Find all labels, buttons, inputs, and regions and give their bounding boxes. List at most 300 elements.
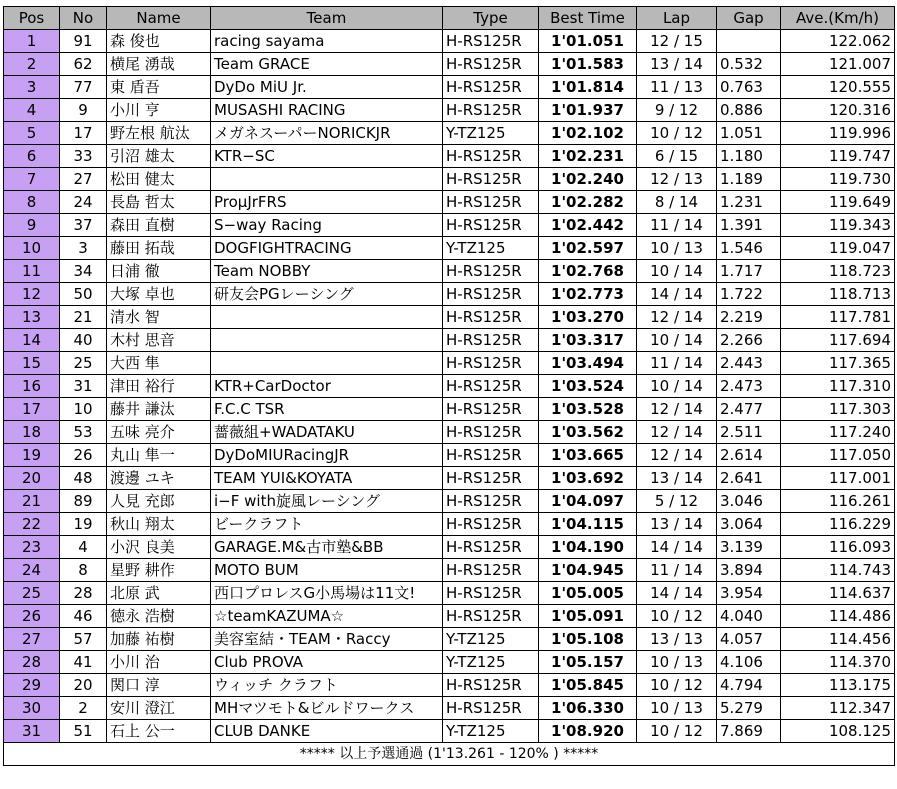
table-footer (4, 743, 895, 766)
cell-rider-name: 小川 治 (107, 651, 211, 674)
cell-no: 20 (60, 674, 107, 697)
cell-pos: 22 (4, 513, 60, 536)
cell-best-time: 1'02.773 (539, 283, 637, 306)
cell-no: 25 (60, 352, 107, 375)
cell-lap: 11 / 14 (637, 559, 717, 582)
table-row (4, 697, 895, 720)
cell-best-time: 1'01.814 (539, 76, 637, 99)
cell-no: 33 (60, 145, 107, 168)
cell-pos: 10 (4, 237, 60, 260)
cell-no: 21 (60, 306, 107, 329)
cell-machine-type: H-RS125R (443, 30, 539, 53)
table-row (4, 214, 895, 237)
cell-lap: 11 / 14 (637, 214, 717, 237)
cell-pos: 8 (4, 191, 60, 214)
cell-best-time: 1'02.442 (539, 214, 637, 237)
cell-pos: 15 (4, 352, 60, 375)
results-table (3, 6, 895, 766)
cell-team: KTR+CarDoctor (211, 375, 443, 398)
cell-rider-name: 引沼 雄太 (107, 145, 211, 168)
cell-pos: 31 (4, 720, 60, 743)
cell-machine-type: H-RS125R (443, 697, 539, 720)
cell-lap: 8 / 14 (637, 191, 717, 214)
cell-machine-type: H-RS125R (443, 191, 539, 214)
cell-lap: 14 / 14 (637, 536, 717, 559)
cell-rider-name: 安川 澄江 (107, 697, 211, 720)
cell-ave-speed: 114.637 (781, 582, 895, 605)
cell-best-time: 1'05.845 (539, 674, 637, 697)
cell-lap: 13 / 14 (637, 467, 717, 490)
cell-rider-name: 人見 充郎 (107, 490, 211, 513)
cell-ave-speed: 114.370 (781, 651, 895, 674)
cell-best-time: 1'03.270 (539, 306, 637, 329)
table-row (4, 306, 895, 329)
cell-no: 2 (60, 697, 107, 720)
header-row (4, 7, 895, 30)
cell-machine-type: H-RS125R (443, 605, 539, 628)
cell-gap: 3.064 (717, 513, 781, 536)
cell-rider-name: 石上 公一 (107, 720, 211, 743)
cell-machine-type: Y-TZ125 (443, 720, 539, 743)
table-row (4, 99, 895, 122)
cell-team (211, 306, 443, 329)
cell-machine-type: H-RS125R (443, 559, 539, 582)
cell-ave-speed: 114.456 (781, 628, 895, 651)
cell-ave-speed: 117.365 (781, 352, 895, 375)
cell-rider-name: 東 盾吾 (107, 76, 211, 99)
cell-no: 48 (60, 467, 107, 490)
header-lap: Lap (637, 7, 717, 30)
cell-ave-speed: 119.747 (781, 145, 895, 168)
cell-lap: 12 / 14 (637, 444, 717, 467)
cell-gap: 2.473 (717, 375, 781, 398)
cell-machine-type: H-RS125R (443, 536, 539, 559)
cell-gap: 2.614 (717, 444, 781, 467)
cell-best-time: 1'02.282 (539, 191, 637, 214)
cell-gap: 1.189 (717, 168, 781, 191)
cell-pos: 27 (4, 628, 60, 651)
cell-no: 17 (60, 122, 107, 145)
table-row (4, 283, 895, 306)
cell-best-time: 1'05.091 (539, 605, 637, 628)
cell-lap: 10 / 14 (637, 375, 717, 398)
cell-team: ProμJrFRS (211, 191, 443, 214)
cell-gap: 1.231 (717, 191, 781, 214)
qualification-note: ***** 以上予選通過 (1'13.261 - 120% ) ***** (4, 743, 895, 766)
table-row (4, 191, 895, 214)
cell-gap: 3.954 (717, 582, 781, 605)
cell-gap: 1.391 (717, 214, 781, 237)
cell-ave-speed: 119.730 (781, 168, 895, 191)
cell-ave-speed: 113.175 (781, 674, 895, 697)
table-row (4, 122, 895, 145)
cell-rider-name: 松田 健太 (107, 168, 211, 191)
cell-pos: 24 (4, 559, 60, 582)
cell-pos: 18 (4, 421, 60, 444)
cell-ave-speed: 119.649 (781, 191, 895, 214)
cell-best-time: 1'05.005 (539, 582, 637, 605)
cell-lap: 14 / 14 (637, 582, 717, 605)
cell-best-time: 1'01.937 (539, 99, 637, 122)
cell-rider-name: 森田 直樹 (107, 214, 211, 237)
footer-row (4, 743, 895, 766)
cell-no: 28 (60, 582, 107, 605)
cell-no: 89 (60, 490, 107, 513)
cell-best-time: 1'02.231 (539, 145, 637, 168)
cell-team: DyDoMIURacingJR (211, 444, 443, 467)
cell-ave-speed: 117.240 (781, 421, 895, 444)
cell-no: 8 (60, 559, 107, 582)
cell-team: MHマツモト&ビルドワークス (211, 697, 443, 720)
cell-pos: 20 (4, 467, 60, 490)
table-row (4, 444, 895, 467)
cell-gap (717, 30, 781, 53)
cell-team: S−way Racing (211, 214, 443, 237)
cell-rider-name: 清水 智 (107, 306, 211, 329)
cell-best-time: 1'04.190 (539, 536, 637, 559)
table-row (4, 237, 895, 260)
table-row (4, 30, 895, 53)
cell-pos: 13 (4, 306, 60, 329)
cell-lap: 6 / 15 (637, 145, 717, 168)
table-row (4, 628, 895, 651)
cell-team: GARAGE.M&古市塾&BB (211, 536, 443, 559)
cell-best-time: 1'05.108 (539, 628, 637, 651)
cell-lap: 12 / 15 (637, 30, 717, 53)
cell-ave-speed: 119.047 (781, 237, 895, 260)
cell-gap: 4.040 (717, 605, 781, 628)
cell-no: 34 (60, 260, 107, 283)
cell-machine-type: H-RS125R (443, 421, 539, 444)
cell-rider-name: 五味 亮介 (107, 421, 211, 444)
cell-team (211, 168, 443, 191)
cell-ave-speed: 119.343 (781, 214, 895, 237)
cell-lap: 12 / 14 (637, 306, 717, 329)
cell-team: 西口プロレスG小馬場は11文! (211, 582, 443, 605)
header-ave-speed: Ave.(Km/h) (781, 7, 895, 30)
cell-gap: 3.894 (717, 559, 781, 582)
cell-lap: 10 / 12 (637, 720, 717, 743)
cell-rider-name: 長島 哲太 (107, 191, 211, 214)
table-row (4, 76, 895, 99)
cell-pos: 7 (4, 168, 60, 191)
cell-team: i−F with旋風レーシング (211, 490, 443, 513)
cell-rider-name: 北原 武 (107, 582, 211, 605)
cell-best-time: 1'03.317 (539, 329, 637, 352)
cell-ave-speed: 122.062 (781, 30, 895, 53)
cell-machine-type: H-RS125R (443, 260, 539, 283)
cell-lap: 12 / 14 (637, 398, 717, 421)
cell-rider-name: 関口 淳 (107, 674, 211, 697)
cell-machine-type: H-RS125R (443, 398, 539, 421)
header-best-time: Best Time (539, 7, 637, 30)
cell-rider-name: 大塚 卓也 (107, 283, 211, 306)
cell-lap: 10 / 14 (637, 260, 717, 283)
cell-rider-name: 野左根 航汰 (107, 122, 211, 145)
cell-best-time: 1'08.920 (539, 720, 637, 743)
cell-no: 53 (60, 421, 107, 444)
table-row (4, 375, 895, 398)
cell-no: 50 (60, 283, 107, 306)
cell-machine-type: H-RS125R (443, 329, 539, 352)
cell-machine-type: H-RS125R (443, 352, 539, 375)
cell-machine-type: H-RS125R (443, 214, 539, 237)
cell-gap: 2.219 (717, 306, 781, 329)
cell-no: 31 (60, 375, 107, 398)
cell-rider-name: 藤田 拓哉 (107, 237, 211, 260)
cell-best-time: 1'03.665 (539, 444, 637, 467)
cell-no: 3 (60, 237, 107, 260)
cell-rider-name: 森 俊也 (107, 30, 211, 53)
cell-gap: 3.139 (717, 536, 781, 559)
cell-no: 46 (60, 605, 107, 628)
cell-pos: 1 (4, 30, 60, 53)
cell-pos: 3 (4, 76, 60, 99)
cell-no: 40 (60, 329, 107, 352)
cell-rider-name: 藤井 謙汰 (107, 398, 211, 421)
cell-pos: 9 (4, 214, 60, 237)
cell-no: 24 (60, 191, 107, 214)
cell-no: 57 (60, 628, 107, 651)
cell-no: 9 (60, 99, 107, 122)
cell-pos: 14 (4, 329, 60, 352)
cell-rider-name: 小川 亨 (107, 99, 211, 122)
cell-lap: 10 / 13 (637, 697, 717, 720)
cell-machine-type: H-RS125R (443, 375, 539, 398)
cell-best-time: 1'03.528 (539, 398, 637, 421)
cell-team: DyDo MiU Jr. (211, 76, 443, 99)
cell-ave-speed: 116.229 (781, 513, 895, 536)
cell-gap: 2.477 (717, 398, 781, 421)
cell-gap: 1.051 (717, 122, 781, 145)
cell-pos: 23 (4, 536, 60, 559)
cell-best-time: 1'03.692 (539, 467, 637, 490)
cell-lap: 11 / 13 (637, 76, 717, 99)
table-body (4, 30, 895, 743)
header-type: Type (443, 7, 539, 30)
cell-lap: 12 / 13 (637, 168, 717, 191)
cell-gap: 3.046 (717, 490, 781, 513)
cell-gap: 2.511 (717, 421, 781, 444)
cell-lap: 10 / 12 (637, 122, 717, 145)
table-row (4, 398, 895, 421)
cell-team: Club PROVA (211, 651, 443, 674)
cell-rider-name: 秋山 翔太 (107, 513, 211, 536)
cell-gap: 2.641 (717, 467, 781, 490)
cell-gap: 1.180 (717, 145, 781, 168)
cell-ave-speed: 118.723 (781, 260, 895, 283)
table-header (4, 7, 895, 30)
cell-lap: 13 / 14 (637, 53, 717, 76)
cell-team (211, 352, 443, 375)
table-row (4, 720, 895, 743)
table-row (4, 582, 895, 605)
cell-team: KTR−SC (211, 145, 443, 168)
cell-rider-name: 小沢 良美 (107, 536, 211, 559)
cell-rider-name: 津田 裕行 (107, 375, 211, 398)
cell-team (211, 329, 443, 352)
cell-pos: 28 (4, 651, 60, 674)
cell-pos: 2 (4, 53, 60, 76)
cell-machine-type: H-RS125R (443, 76, 539, 99)
cell-lap: 13 / 14 (637, 513, 717, 536)
cell-rider-name: 大西 隼 (107, 352, 211, 375)
cell-ave-speed: 117.781 (781, 306, 895, 329)
cell-pos: 11 (4, 260, 60, 283)
table-row (4, 145, 895, 168)
table-row (4, 651, 895, 674)
table-row (4, 490, 895, 513)
cell-gap: 0.532 (717, 53, 781, 76)
table-row (4, 513, 895, 536)
cell-gap: 5.279 (717, 697, 781, 720)
cell-pos: 25 (4, 582, 60, 605)
cell-machine-type: Y-TZ125 (443, 122, 539, 145)
cell-team: 美容室結・TEAM・Raccy (211, 628, 443, 651)
cell-ave-speed: 118.713 (781, 283, 895, 306)
cell-ave-speed: 121.007 (781, 53, 895, 76)
cell-ave-speed: 117.001 (781, 467, 895, 490)
cell-no: 4 (60, 536, 107, 559)
cell-ave-speed: 114.486 (781, 605, 895, 628)
cell-team: ビークラフト (211, 513, 443, 536)
cell-team: 研友会PGレーシング (211, 283, 443, 306)
cell-gap: 7.869 (717, 720, 781, 743)
cell-gap: 2.443 (717, 352, 781, 375)
table-row (4, 421, 895, 444)
cell-ave-speed: 116.093 (781, 536, 895, 559)
cell-ave-speed: 114.743 (781, 559, 895, 582)
cell-lap: 5 / 12 (637, 490, 717, 513)
cell-machine-type: H-RS125R (443, 674, 539, 697)
cell-team: TEAM YUI&KOYATA (211, 467, 443, 490)
cell-no: 91 (60, 30, 107, 53)
cell-pos: 4 (4, 99, 60, 122)
cell-pos: 16 (4, 375, 60, 398)
cell-machine-type: H-RS125R (443, 283, 539, 306)
cell-ave-speed: 116.261 (781, 490, 895, 513)
header-gap: Gap (717, 7, 781, 30)
cell-pos: 21 (4, 490, 60, 513)
cell-machine-type: H-RS125R (443, 99, 539, 122)
cell-gap: 2.266 (717, 329, 781, 352)
cell-no: 62 (60, 53, 107, 76)
cell-team: ウィッチ クラフト (211, 674, 443, 697)
cell-pos: 5 (4, 122, 60, 145)
cell-lap: 13 / 13 (637, 628, 717, 651)
cell-lap: 10 / 13 (637, 651, 717, 674)
table-row (4, 329, 895, 352)
cell-machine-type: H-RS125R (443, 53, 539, 76)
cell-ave-speed: 117.050 (781, 444, 895, 467)
cell-ave-speed: 117.303 (781, 398, 895, 421)
cell-best-time: 1'02.597 (539, 237, 637, 260)
cell-rider-name: 渡邊 ユキ (107, 467, 211, 490)
cell-lap: 10 / 13 (637, 237, 717, 260)
cell-no: 19 (60, 513, 107, 536)
header-team: Team (211, 7, 443, 30)
cell-best-time: 1'01.051 (539, 30, 637, 53)
cell-ave-speed: 117.694 (781, 329, 895, 352)
cell-pos: 30 (4, 697, 60, 720)
cell-pos: 6 (4, 145, 60, 168)
cell-machine-type: H-RS125R (443, 444, 539, 467)
cell-best-time: 1'02.768 (539, 260, 637, 283)
cell-gap: 0.886 (717, 99, 781, 122)
cell-team: DOGFIGHTRACING (211, 237, 443, 260)
cell-ave-speed: 117.310 (781, 375, 895, 398)
cell-pos: 29 (4, 674, 60, 697)
cell-team: MUSASHI RACING (211, 99, 443, 122)
cell-best-time: 1'03.524 (539, 375, 637, 398)
cell-gap: 4.057 (717, 628, 781, 651)
cell-rider-name: 丸山 隼一 (107, 444, 211, 467)
cell-machine-type: H-RS125R (443, 490, 539, 513)
cell-lap: 10 / 12 (637, 605, 717, 628)
cell-no: 26 (60, 444, 107, 467)
cell-gap: 1.546 (717, 237, 781, 260)
cell-no: 77 (60, 76, 107, 99)
cell-best-time: 1'06.330 (539, 697, 637, 720)
cell-pos: 12 (4, 283, 60, 306)
cell-team: racing sayama (211, 30, 443, 53)
cell-rider-name: 横尾 湧哉 (107, 53, 211, 76)
table-row (4, 467, 895, 490)
cell-team: 薔薇組+WADATAKU (211, 421, 443, 444)
cell-pos: 19 (4, 444, 60, 467)
cell-machine-type: H-RS125R (443, 306, 539, 329)
cell-machine-type: Y-TZ125 (443, 237, 539, 260)
table-row (4, 559, 895, 582)
cell-ave-speed: 120.555 (781, 76, 895, 99)
cell-team: Team NOBBY (211, 260, 443, 283)
cell-best-time: 1'03.494 (539, 352, 637, 375)
cell-machine-type: H-RS125R (443, 168, 539, 191)
table-row (4, 605, 895, 628)
cell-team: F.C.C TSR (211, 398, 443, 421)
cell-ave-speed: 108.125 (781, 720, 895, 743)
cell-lap: 10 / 14 (637, 329, 717, 352)
cell-gap: 0.763 (717, 76, 781, 99)
cell-gap: 4.794 (717, 674, 781, 697)
cell-lap: 9 / 12 (637, 99, 717, 122)
cell-machine-type: H-RS125R (443, 582, 539, 605)
cell-best-time: 1'04.945 (539, 559, 637, 582)
cell-pos: 26 (4, 605, 60, 628)
cell-team: メガネスーパーNORICKJR (211, 122, 443, 145)
cell-rider-name: 木村 思音 (107, 329, 211, 352)
cell-team: MOTO BUM (211, 559, 443, 582)
table-row (4, 352, 895, 375)
cell-lap: 12 / 14 (637, 421, 717, 444)
cell-no: 37 (60, 214, 107, 237)
cell-best-time: 1'04.115 (539, 513, 637, 536)
cell-rider-name: 加藤 祐樹 (107, 628, 211, 651)
cell-team: ☆teamKAZUMA☆ (211, 605, 443, 628)
cell-machine-type: H-RS125R (443, 145, 539, 168)
cell-rider-name: 徳永 浩樹 (107, 605, 211, 628)
cell-no: 41 (60, 651, 107, 674)
cell-no: 51 (60, 720, 107, 743)
table-row (4, 168, 895, 191)
cell-team: CLUB DANKE (211, 720, 443, 743)
cell-machine-type: H-RS125R (443, 513, 539, 536)
cell-ave-speed: 119.996 (781, 122, 895, 145)
header-no: No (60, 7, 107, 30)
cell-team: Team GRACE (211, 53, 443, 76)
cell-ave-speed: 112.347 (781, 697, 895, 720)
cell-machine-type: Y-TZ125 (443, 651, 539, 674)
